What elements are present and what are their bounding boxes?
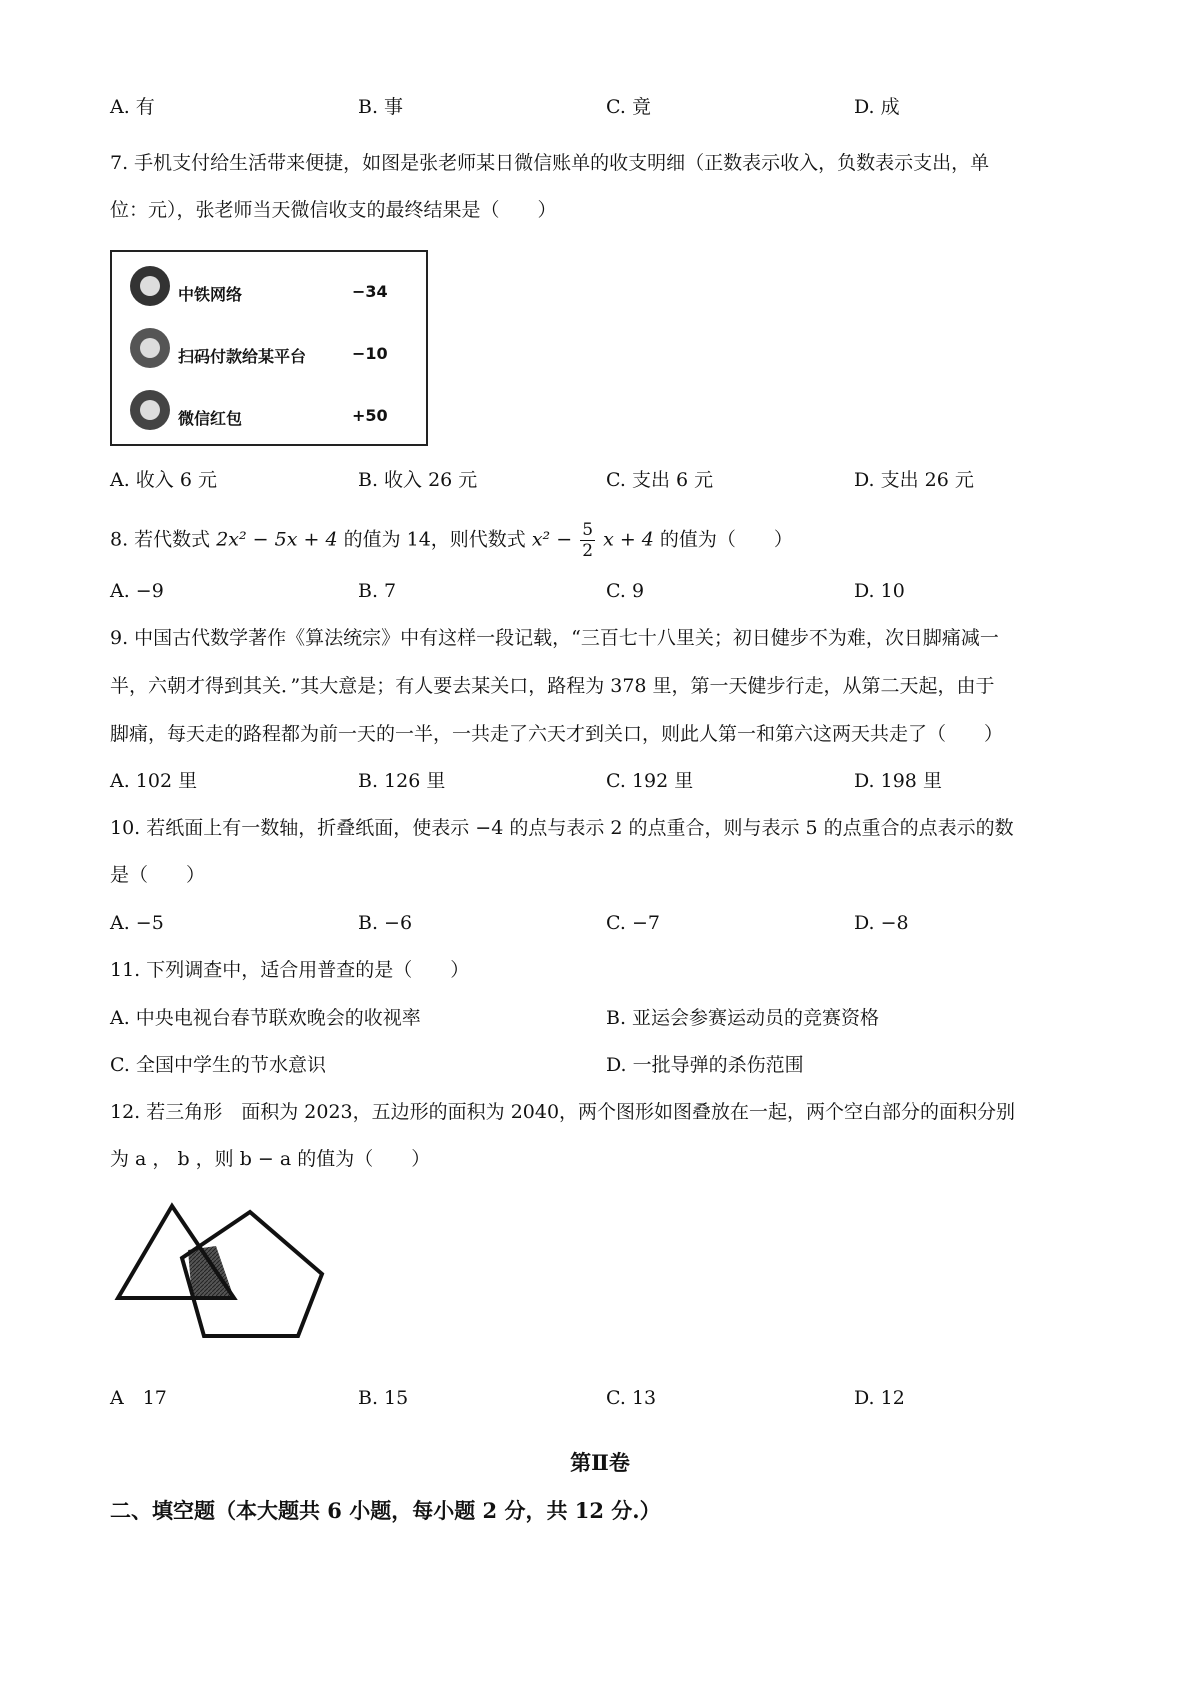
q9-line-3: 脚痛，每天走的路程都为前一天的一半，一共走了六天才到关口，则此人第一和第六这两天共走了（ ） [110, 723, 1004, 745]
bill-amount: +50 [352, 406, 388, 425]
q10-option-c: C. −7 [606, 912, 660, 934]
q10-option-b: B. −6 [358, 912, 413, 934]
railway-logo-icon [130, 266, 170, 306]
bill-row [130, 328, 420, 378]
q12-line-2: 为 a ， b ，则 b − a 的值为（ ） [110, 1148, 431, 1170]
q8-suffix: 的值为（ ） [659, 528, 793, 551]
q7-option-a: A. 收入 6 元 [110, 469, 217, 491]
q10-options [110, 908, 1110, 938]
bill-merchant: 中铁网络 [178, 285, 243, 304]
q6-option-b: B. 事 [358, 96, 404, 118]
q6-option-a: A. 有 [110, 96, 155, 118]
bill-row [130, 390, 420, 440]
q9-option-a: A. 102 里 [110, 770, 198, 792]
q9-option-d: D. 198 里 [854, 770, 942, 792]
q8-fraction [580, 520, 595, 561]
q11-option-b: B. 亚运会参赛运动员的竞赛资格 [606, 1007, 880, 1029]
fraction-denominator: 2 [582, 541, 594, 561]
q8-option-c: C. 9 [606, 580, 645, 602]
q9-option-c: C. 192 里 [606, 770, 694, 792]
part-2-title: 第Ⅱ卷 [570, 1450, 630, 1475]
q6-option-d: D. 成 [854, 96, 900, 118]
q12-option-b: B. 15 [358, 1387, 409, 1409]
bill-merchant: 微信红包 [178, 409, 243, 428]
q7-option-d: D. 支出 26 元 [854, 469, 974, 491]
q11-line-1: 11. 下列调查中，适合用普查的是（ ） [110, 959, 470, 981]
q12-option-c: C. 13 [606, 1387, 657, 1409]
q12-option-a: A 17 [110, 1387, 167, 1409]
bill-amount: −34 [352, 282, 388, 301]
fraction-numerator: 5 [582, 520, 594, 540]
q10-option-a: A. −5 [110, 912, 164, 934]
q10-line-2: 是（ ） [110, 864, 206, 886]
q8-expression-2b: x + 4 [603, 528, 654, 551]
bill-amount: −10 [352, 344, 388, 363]
q8-expression-1: 2x² − 5x + 4 [216, 528, 338, 551]
q9-option-b: B. 126 里 [358, 770, 446, 792]
q11-options-row-2 [110, 1050, 1110, 1080]
q11-option-a: A. 中央电视台春节联欢晚会的收视率 [110, 1007, 421, 1029]
q8-options [110, 576, 1110, 606]
q7-line-1: 7. 手机支付给生活带来便捷，如图是张老师某日微信账单的收支明细（正数表示收入，负数表示支出，单 [110, 152, 990, 174]
q7-option-b: B. 收入 26 元 [358, 469, 478, 491]
q7-line-2: 位：元），张老师当天微信收支的最终结果是（ ） [110, 199, 557, 221]
q8-option-d: D. 10 [854, 580, 905, 602]
face-avatar-icon [130, 328, 170, 368]
q12-options [110, 1383, 1110, 1413]
q12-line-1: 12. 若三角形 面积为 2023，五边形的面积为 2040，两个图形如图叠放在一起，两个空白部分的面积分别 [110, 1101, 1016, 1123]
q11-option-c: C. 全国中学生的节水意识 [110, 1054, 326, 1076]
q8-expression-2a: x² − [531, 528, 573, 551]
q8-option-a: A. −9 [110, 580, 164, 602]
q8-option-b: B. 7 [358, 580, 397, 602]
q11-option-d: D. 一批导弹的杀伤范围 [606, 1054, 804, 1076]
globe-avatar-icon [130, 390, 170, 430]
q6-option-c: C. 竟 [606, 96, 651, 118]
triangle-pentagon-figure [112, 1200, 332, 1360]
q10-line-1: 10. 若纸面上有一数轴，折叠纸面，使表示 −4 的点与表示 2 的点重合，则与表示 5 的点重合的点表示的数 [110, 817, 1014, 839]
q9-options [110, 766, 1110, 796]
q10-option-d: D. −8 [854, 912, 909, 934]
q8-mid: 的值为 14，则代数式 [343, 528, 526, 551]
q7-option-c: C. 支出 6 元 [606, 469, 714, 491]
wechat-bill-figure [110, 250, 428, 446]
q8-line [110, 520, 1104, 561]
q9-line-1: 9. 中国古代数学著作《算法统宗》中有这样一段记载，“三百七十八里关；初日健步不为难，次日脚痛减一 [110, 627, 999, 649]
q8-prefix: 8. 若代数式 [110, 528, 211, 551]
section-2-title: 二、填空题（本大题共 6 小题，每小题 2 分，共 12 分.） [110, 1498, 661, 1523]
q6-options [110, 92, 1110, 122]
q9-line-2: 半，六朝才得到其关．”其大意是；有人要去某关口，路程为 378 里，第一天健步行走，从第二天起，由于 [110, 675, 995, 697]
q12-option-d: D. 12 [854, 1387, 905, 1409]
q11-options-row-1 [110, 1003, 1110, 1033]
bill-merchant: 扫码付款给某平台 [178, 347, 307, 366]
q7-options [110, 465, 1110, 495]
bill-row [130, 266, 420, 316]
